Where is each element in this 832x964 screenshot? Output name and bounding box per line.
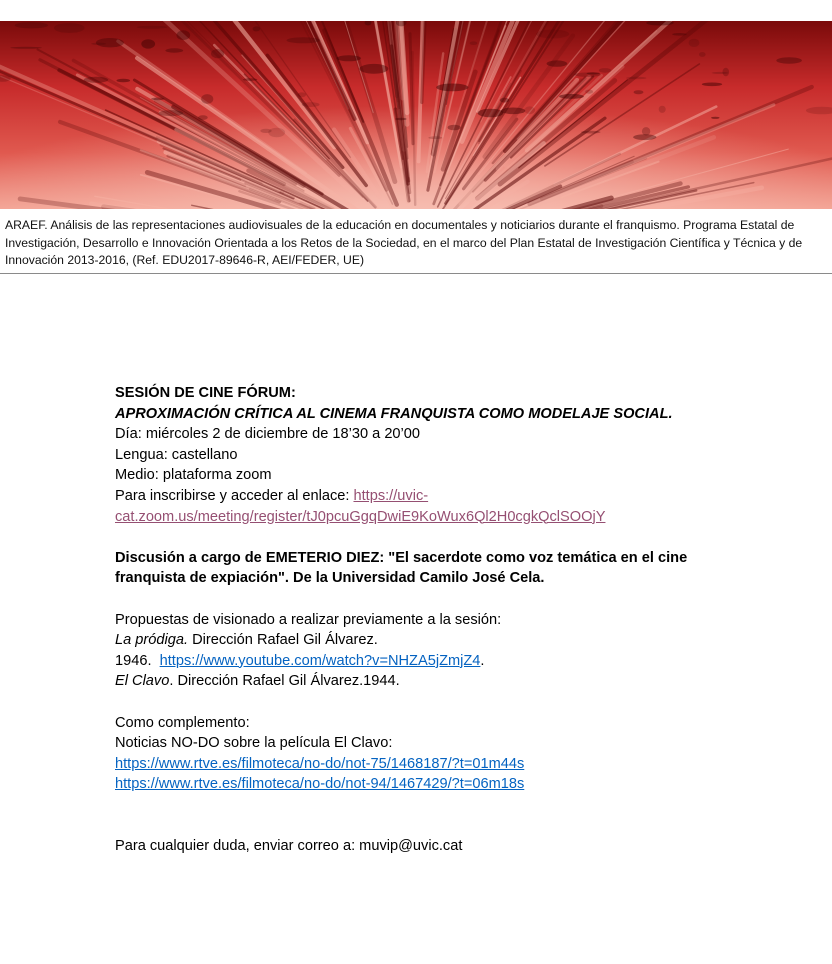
rtve-link-2[interactable]: https://www.rtve.es/filmoteca/no-do/not-94/1467429/?t=06m18s bbox=[115, 776, 525, 793]
rtve-link-1[interactable]: https://www.rtve.es/filmoteca/no-do/not-75/1468187/?t=01m44s bbox=[115, 755, 525, 772]
zoom-register-link[interactable]: https://uvic- bbox=[353, 487, 429, 504]
film1-period: . bbox=[480, 652, 485, 669]
film1-director: Dirección Rafael Gil Álvarez. bbox=[188, 632, 378, 649]
red-texture-image bbox=[0, 21, 832, 209]
register-link-line bbox=[115, 507, 755, 528]
session-subheading: APROXIMACIÓN CRÍTICA AL CINEMA FRANQUISTA COMO MODELAJE SOCIAL. bbox=[115, 405, 673, 422]
film1-link-line bbox=[115, 651, 755, 672]
viewing-intro: Propuestas de visionado a realizar previamente a la sesión: bbox=[115, 611, 502, 628]
register-line bbox=[115, 486, 755, 507]
header-banner-image bbox=[0, 21, 832, 209]
film2-title: El Clavo bbox=[115, 673, 170, 690]
film2-line bbox=[115, 671, 755, 692]
zoom-register-link-continued[interactable]: cat.zoom.us/meeting/register/tJ0pcuGgqDwiE9KoWux6Ql2H0cgkQclSOOjY bbox=[115, 508, 606, 525]
film1-line bbox=[115, 630, 755, 651]
nodo-news-label: Noticias NO-DO sobre la película El Clavo: bbox=[115, 735, 393, 752]
register-label: Para inscribirse y acceder al enlace: bbox=[115, 487, 354, 504]
discussion-line-1: Discusión a cargo de EMETERIO DIEZ: "El sacerdote como voz temática en el cine bbox=[115, 549, 688, 566]
youtube-link[interactable]: https://www.youtube.com/watch?v=NHZA5jZmjZ4 bbox=[159, 652, 481, 669]
session-day: Día: miércoles 2 de diciembre de 18’30 a 20’00 bbox=[115, 426, 421, 443]
film2-director: . Dirección Rafael Gil Álvarez.1944. bbox=[169, 673, 400, 690]
session-medium: Medio: plataforma zoom bbox=[115, 467, 272, 484]
session-language: Lengua: castellano bbox=[115, 446, 238, 463]
project-caption: ARAEF. Análisis de las representaciones audiovisuales de la educación en documentales y noticiarios durante el franquismo. Programa Estatal de Investigación, Desarrollo e Innovación Orientada a los Retos de la Sociedad, en el marco del Plan Estatal de Investigación Científica y Técnica y de Innovación 2013-2016, (Ref. EDU2017-89646-R, AEI/FEDER, UE) bbox=[5, 218, 803, 267]
rtve-link-line-2 bbox=[115, 774, 755, 795]
session-heading: SESIÓN DE CINE FÓRUM: bbox=[115, 385, 296, 401]
complement-label: Como complemento: bbox=[115, 714, 250, 731]
contact-line: Para cualquier duda, enviar correo a: muvip@uvic.cat bbox=[115, 837, 463, 854]
rtve-link-line-1 bbox=[115, 754, 755, 775]
caption-divider bbox=[0, 273, 832, 274]
film1-year: 1946. bbox=[115, 652, 160, 669]
film1-title: La pródiga. bbox=[115, 632, 189, 649]
discussion-line-2: franquista de expiación". De la Universidad Camilo José Cela. bbox=[115, 570, 545, 587]
event-content bbox=[115, 383, 755, 856]
